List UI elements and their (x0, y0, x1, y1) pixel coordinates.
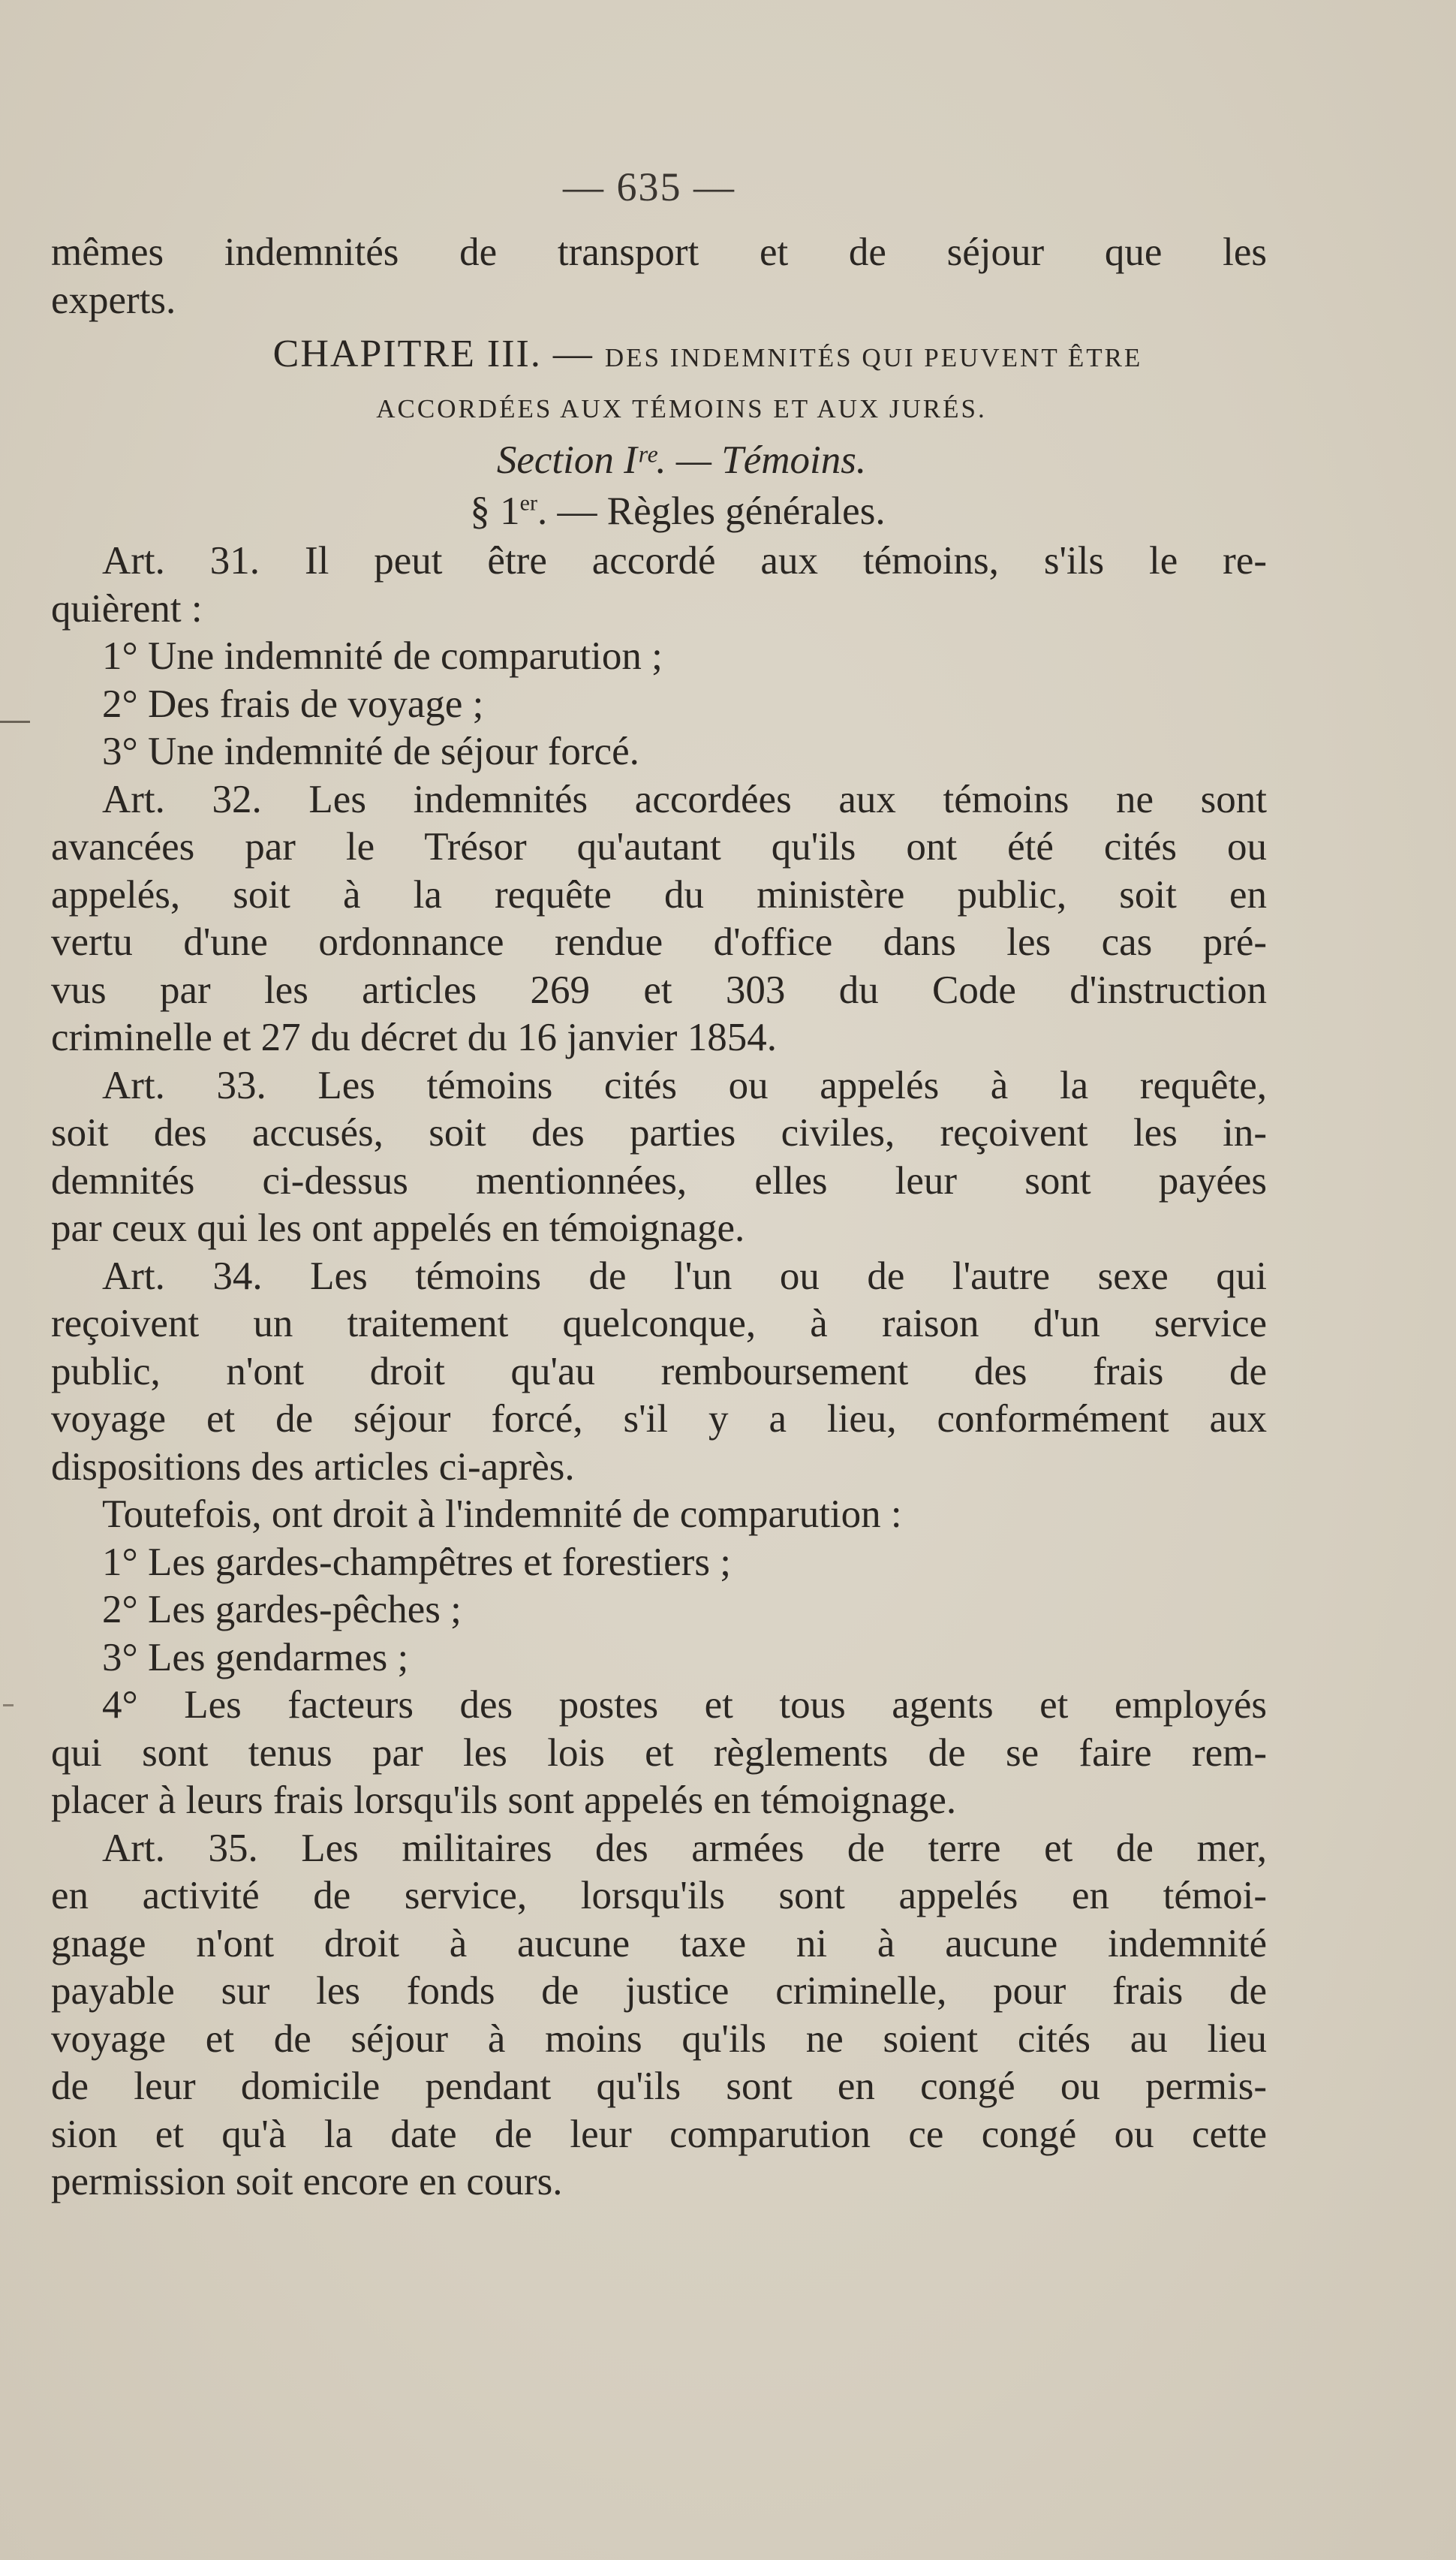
text-line: Toutefois, ont droit à l'indemnité de comparution : (102, 1492, 902, 1536)
text-line: permission soit encore en cours. (51, 2160, 563, 2203)
chapter-title: DES INDEMNITÉS QUI PEUVENT ÊTRE (604, 343, 1143, 372)
text-line: Art. 33. Les témoins cités ou appelés à la requête, (102, 1063, 1267, 1107)
page-number: — 635 — (563, 164, 736, 209)
paragraph-sign: § 1 (470, 489, 520, 533)
margin-mark (0, 721, 30, 723)
text-line: Art. 32. Les indemnités accordées aux témoins ne sont (102, 777, 1267, 821)
text-line: 4° Les facteurs des postes et tous agents et employés (102, 1683, 1267, 1727)
text-line: vertu d'une ordonnance rendue d'office dans les cas pré- (51, 920, 1267, 964)
text-line: mêmes indemnités de transport et de séjour que les (51, 230, 1267, 274)
text-line: experts. (51, 278, 176, 322)
text-line: public, n'ont droit qu'au remboursement des frais de (51, 1349, 1267, 1393)
chapter-number: CHAPITRE III. — (272, 333, 605, 375)
text-line: 2° Les gardes-pêches ; (102, 1588, 462, 1631)
paragraph-title-text: . — Règles générales. (537, 489, 886, 533)
text-line: en activité de service, lorsqu'ils sont appelés en témoi- (51, 1874, 1267, 1917)
text-line: Art. 34. Les témoins de l'un ou de l'autre sexe qui (102, 1254, 1267, 1298)
chapter-title-continuation: ACCORDÉES AUX TÉMOINS ET AUX JURÉS. (376, 394, 987, 423)
paragraph-title (51, 485, 1267, 538)
chapter-heading (51, 324, 1267, 383)
text-line: 3° Les gendarmes ; (102, 1635, 409, 1679)
text-line: demnités ci-dessus mentionnées, elles leur sont payées (51, 1158, 1267, 1203)
text-line: reçoivent un traitement quelconque, à raison d'un service (51, 1302, 1267, 1345)
text-line: sion et qu'à la date de leur comparution ce congé ou cette (51, 2112, 1267, 2156)
text-line: avancées par le Trésor qu'autant qu'ils ont été cités ou (51, 825, 1267, 869)
text-line: qui sont tenus par les lois et règlements de se faire rem- (51, 1730, 1267, 1775)
articles-body (51, 538, 1267, 2206)
text-line: quièrent : (51, 586, 203, 631)
text-line: vus par les articles 269 et 303 du Code d'instruction (51, 968, 1267, 1012)
text-line: 3° Une indemnité de séjour forcé. (102, 730, 639, 773)
text-line: de leur domicile pendant qu'ils sont en congé ou permis- (51, 2065, 1267, 2108)
margin-mark (3, 1704, 14, 1706)
text-line: 1° Une indemnité de comparution ; (102, 634, 663, 678)
text-line: placer à leurs frais lorsqu'ils sont appelés en témoignage. (51, 1778, 957, 1822)
text-line: appelés, soit à la requête du ministère public, soit en (51, 872, 1267, 917)
top-paragraph (51, 229, 1267, 324)
text-line: Art. 31. Il peut être accordé aux témoins, s'ils le re- (102, 539, 1267, 583)
paragraph-sup: er (519, 490, 537, 516)
text-line: payable sur les fonds de justice criminelle, pour frais de (51, 1969, 1267, 2013)
text-line: Art. 35. Les militaires des armées de terre et de mer, (102, 1826, 1267, 1870)
text-line: dispositions des articles ci-après. (51, 1444, 575, 1489)
page-body (51, 161, 1267, 2206)
text-line: 1° Les gardes-champêtres et forestiers ; (102, 1540, 731, 1584)
text-line: soit des accusés, soit des parties civiles, reçoivent les in- (51, 1111, 1267, 1155)
text-line: voyage et de séjour forcé, s'il y a lieu, conformément aux (51, 1397, 1267, 1441)
text-line: criminelle et 27 du décret du 16 janvier 1854. (51, 1016, 777, 1059)
text-line: par ceux qui les ont appelés en témoignage. (51, 1206, 745, 1250)
text-line: voyage et de séjour à moins qu'ils ne soient cités au lieu (51, 2016, 1267, 2061)
text-line: 2° Des frais de voyage ; (102, 682, 484, 726)
section-title: Section Iʳᵉ. — Témoins. (496, 438, 867, 482)
text-line: gnage n'ont droit à aucune taxe ni à aucune indemnité (51, 1921, 1267, 1965)
